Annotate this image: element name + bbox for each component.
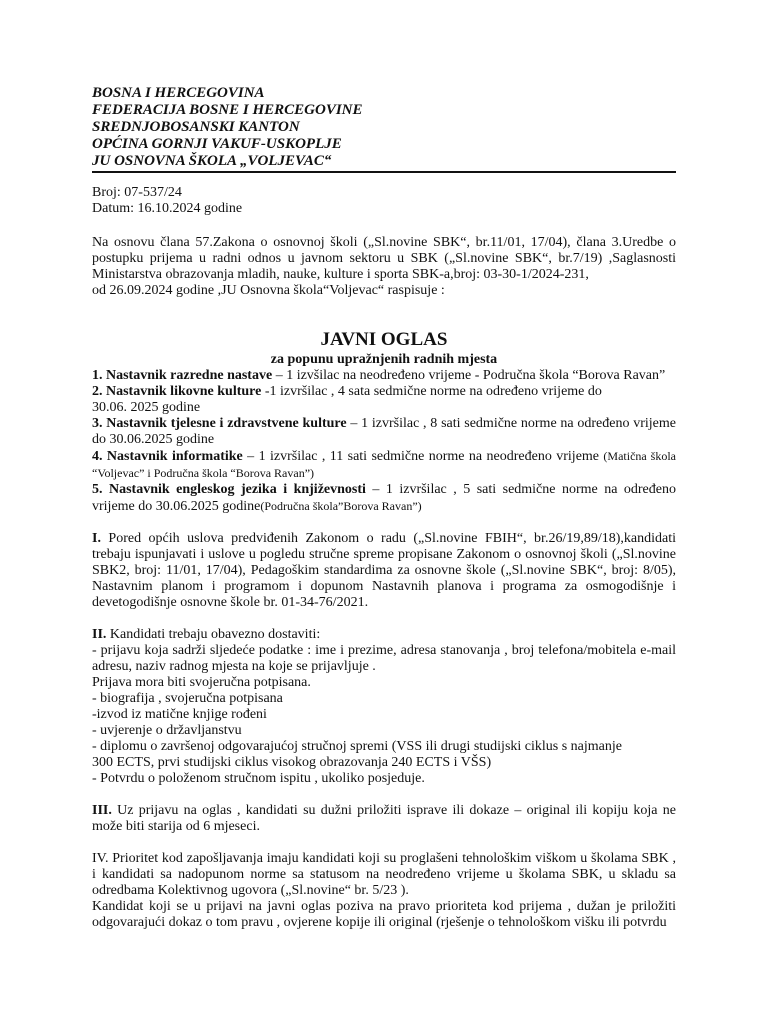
intro-text: Na osnovu člana 57.Zakona o osnovnoj školi („Sl.novine SBK“, br.11/01, 17/04), člana 3.Uredbe o postupku prijema u radni odnos u javnom sektoru u SBK („Sl.novine SBK“, br.7/19) ,Saglasnosti Ministarstva obrazovanja mladih, nauke, kulture i sporta SBK-a,broj: 03-30-1/2024-231, xyxy=(92,235,676,282)
section-text: Uz prijavu na oglas , kandidati su dužni priložiti isprave ili dokaze – original ili kopiju koja ne može biti starija od 6 mjeseci. xyxy=(92,803,676,834)
intro-text-2: od 26.09.2024 godine ,JU Osnovna škola“Voljevac“ raspisuje : xyxy=(92,283,445,298)
section-label: II. xyxy=(92,627,107,642)
letterhead xyxy=(92,85,676,173)
document-page xyxy=(92,85,676,931)
position-details: – 1 izvršilac , 8 sati sedmične norme na određeno vrijeme do 30.06.2025 godine xyxy=(92,416,676,447)
position-details: – 1 izvršilac , 11 sati sedmične norme na neodređeno vrijeme xyxy=(242,449,604,464)
document-requirement: -izvod iz matične knjige rođeni xyxy=(92,707,267,722)
position-name: 4. Nastavnik informatike xyxy=(92,449,243,464)
position-name: 2. Nastavnik likovne kulture xyxy=(92,384,262,399)
document-requirement: - uvjerenje o državljanstvu xyxy=(92,723,242,738)
position-item xyxy=(92,384,676,400)
document-requirement: - Potvrdu o položenom stručnom ispitu , ukoliko posjeduje. xyxy=(92,771,425,786)
position-item xyxy=(92,482,676,515)
section-text: IV. Prioritet kod zapošljavanja imaju kandidati koji su proglašeni tehnološkim viškom u školama SBK , i kandidati sa nadopunom norme sa statusom na neodređeno vrijeme u školama SBK, u skladu sa odredbama Kolektivnog ugovora („Sl.novine“ br. 5/23 ). xyxy=(92,851,676,898)
section-general-conditions xyxy=(92,531,676,611)
header-school: JU OSNOVNA ŠKOLA „VOLJEVAC“ xyxy=(92,153,332,169)
document-meta xyxy=(92,185,676,217)
header-divider xyxy=(92,171,676,173)
document-requirement: - prijavu koja sadrži sljedeće podatke : ime i prezime, adresa stanovanja , broj telefona/mobitela e-mail adresu, naziv radnog mjesta na koje se prijavljuje . xyxy=(92,643,676,674)
document-date: Datum: 16.10.2024 godine xyxy=(92,201,243,216)
position-details: 30.06. 2025 godine xyxy=(92,400,201,415)
position-item xyxy=(92,400,676,416)
header-canton: SREDNJOBOSANSKI KANTON xyxy=(92,119,300,135)
document-requirement: 300 ECTS, prvi studijski ciklus visokog obrazovanja 240 ECTS i VŠS) xyxy=(92,755,492,770)
position-item xyxy=(92,368,676,384)
intro-paragraph xyxy=(92,235,676,299)
document-requirement: - diplomu o završenoj odgovarajućoj stručnoj spremi (VSS ili drugi studijski ciklus s najmanje xyxy=(92,739,622,754)
header-country: BOSNA I HERCEGOVINA xyxy=(92,85,265,101)
section-text: Pored općih uslova predviđenih Zakonom o radu („Sl.novine FBIH“, br.26/19,89/18),kandidati trebaju ispunjavati i uslove u pogledu stručne spreme propisane Zakonom o osnovnoj školi („Sl.novine SBK2, broj: 11/01, 17/04), Pedagoškim standardima za osnovne škole („Sl.novine SBK“, broj: 8/05), Nastavnim planom i programom i dopunom Nastavnih planova i programa za osmogodišnje i devetogodišnje osnovne škole br. 01-34-76/2021. xyxy=(92,531,676,610)
position-details: – 1 izvršilac , 5 sati sedmične norme na određeno vrijeme do 30.06.2025 godine xyxy=(92,482,676,514)
section-documents-validity xyxy=(92,803,676,835)
announcement-title: JAVNI OGLAS xyxy=(320,329,448,350)
position-details: – 1 izvšilac na neodređeno vrijeme - Područna škola “Borova Ravan” xyxy=(272,368,666,383)
announcement-subtitle: za popunu upražnjenih radnih mjesta xyxy=(270,352,498,367)
document-number: Broj: 07-537/24 xyxy=(92,185,182,200)
position-name: 3. Nastavnik tjelesne i zdravstvene kulture xyxy=(92,416,347,431)
position-details: -1 izvršilac , 4 sata sedmične norme na određeno vrijeme do xyxy=(261,384,602,399)
document-requirement: - biografija , svojeručna potpisana xyxy=(92,691,283,706)
section-priority xyxy=(92,851,676,931)
positions-list xyxy=(92,368,676,515)
position-name: 1. Nastavnik razredne nastave xyxy=(92,368,273,383)
position-item xyxy=(92,448,676,482)
header-federation: FEDERACIJA BOSNE I HERCEGOVINE xyxy=(92,102,363,118)
section-text-2: Kandidat koji se u prijavi na javni oglas poziva na pravo prioriteta kod prijema , dužan je priložiti odgovarajući dokaz o tom pravu , ovjerene kopije ili original (rješenje o tehnološkom višku ili potvrdu xyxy=(92,899,676,930)
position-name: 5. Nastavnik engleskog jezika i književnosti xyxy=(92,482,366,497)
document-requirement: Prijava mora biti svojeručna potpisana. xyxy=(92,675,311,690)
position-item xyxy=(92,416,676,448)
position-location: (Područna škola”Borova Ravan”) xyxy=(260,499,422,513)
section-required-documents xyxy=(92,627,676,787)
position-location: (Matična škola “Voljevac” i Područna škola “Borova Ravan”) xyxy=(92,449,676,480)
section-label: III. xyxy=(92,803,112,818)
header-municipality: OPĆINA GORNJI VAKUF-USKOPLJE xyxy=(92,136,342,152)
section-text: Kandidati trebaju obavezno dostaviti: xyxy=(106,627,321,642)
section-label: I. xyxy=(92,531,101,546)
